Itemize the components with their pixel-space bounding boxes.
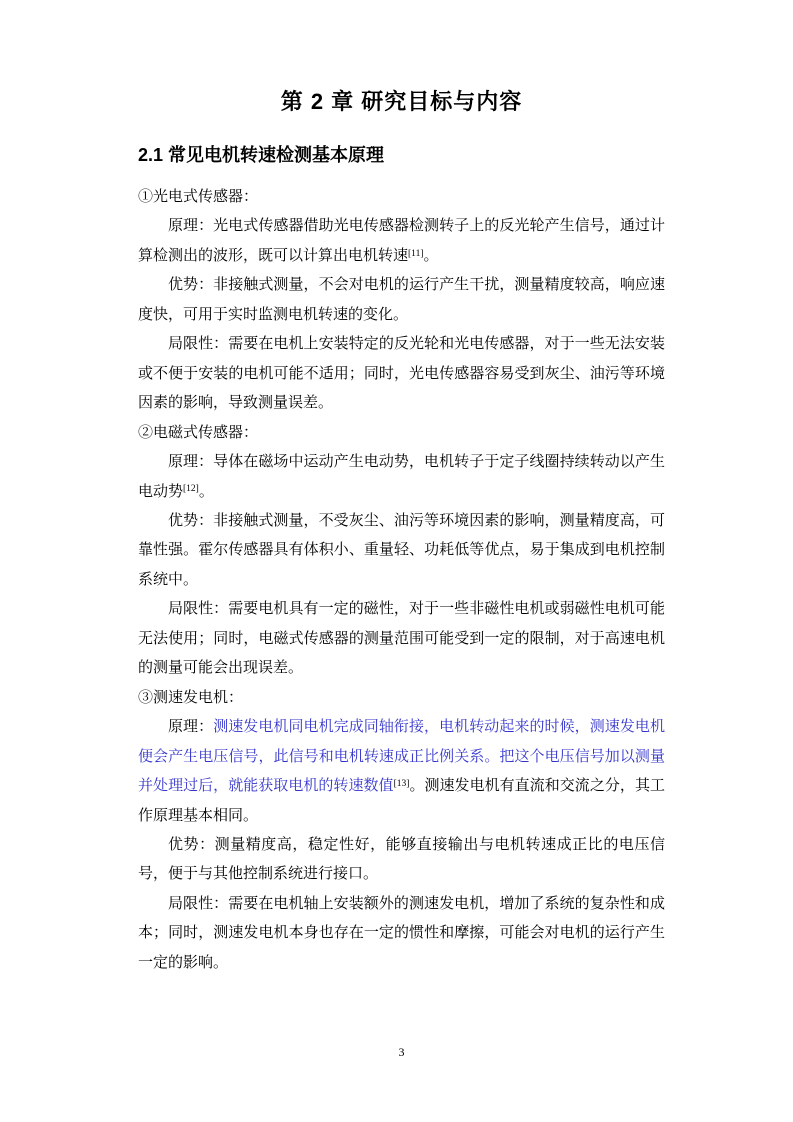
page-number: 3: [398, 1045, 405, 1059]
text-segment: 。: [198, 483, 214, 500]
text-segment: 。测速发电机有直流和交流之分，其工作原理基本相同。: [138, 778, 665, 824]
text-segment: 。: [423, 247, 439, 264]
citation-superscript: [11]: [408, 248, 424, 259]
list-marker-line: [138, 183, 665, 212]
text-segment: 局限性：需要电机具有一定的磁性，对于一些非磁性电机或弱磁性电机可能无法使用；同时，电磁式传感器的测量范围可能受到一定的限制，对于高速电机的测量可能会出现误差。: [138, 601, 665, 677]
text-segment: ②电磁式传感器：: [138, 424, 259, 441]
text-segment: 优势：非接触式测量，不受灰尘、油污等环境因素的影响，测量精度高，可靠性强。霍尔传感器具有体积小、重量轻、功耗低等优点，易于集成到电机控制系统中。: [138, 512, 665, 588]
highlighted-text-segment: 测速发电机同电机完成同轴衔接，电机转动起来的时候，测速发电机便会产生电压信号，此信号和电机转速成正比例关系。把这个电压信号加以测量并处理过后，就能获取电机的转速数值: [138, 719, 665, 795]
text-segment: 原理：: [168, 719, 214, 736]
text-segment: 局限性：需要在电机轴上安装额外的测速发电机，增加了系统的复杂性和成本；同时，测速发电机本身也存在一定的惯性和摩擦，可能会对电机的运行产生一定的影响。: [138, 895, 665, 971]
citation-superscript: [12]: [183, 484, 199, 495]
text-column: [138, 0, 665, 978]
list-marker-line: [138, 419, 665, 448]
body-paragraph: [138, 595, 665, 683]
section-heading: 2.1 常见电机转速检测基本原理: [138, 145, 385, 165]
body-paragraph: [138, 507, 665, 595]
citation-superscript: [13]: [393, 778, 410, 789]
body-paragraph: [138, 330, 665, 418]
chapter-title: 第 2 章 研究目标与内容: [280, 89, 523, 114]
text-segment: 优势：非接触式测量，不会对电机的运行产生干扰，测量精度较高，响应速度快，可用于实时监测电机转速的变化。: [138, 277, 665, 323]
text-segment: 优势：测量精度高，稳定性好，能够直接输出与电机转速成正比的电压信号，便于与其他控制系统进行接口。: [138, 836, 665, 883]
body-paragraphs: [138, 183, 665, 978]
text-segment: ①光电式传感器：: [138, 189, 259, 205]
body-paragraph: [138, 212, 665, 271]
body-paragraph: [138, 448, 665, 507]
body-paragraph: [138, 890, 665, 978]
text-segment: 原理：导体在磁场中运动产生电动势，电机转子于定子线圈持续转动以产生电动势: [138, 454, 665, 500]
text-segment: ③测速发电机：: [138, 689, 244, 706]
text-segment: 原理：光电式传感器借助光电传感器检测转子上的反光轮产生信号，通过计算检测出的波形，既可以计算出电机转速: [138, 218, 665, 264]
text-segment: 局限性：需要在电机上安装特定的反光轮和光电传感器，对于一些无法安装或不便于安装的电机可能不适用；同时，光电传感器容易受到灰尘、油污等环境因素的影响，导致测量误差。: [138, 336, 665, 412]
list-marker-line: [138, 684, 665, 713]
body-paragraph: [138, 713, 665, 831]
body-paragraph: [138, 271, 665, 330]
body-paragraph: [138, 831, 665, 890]
